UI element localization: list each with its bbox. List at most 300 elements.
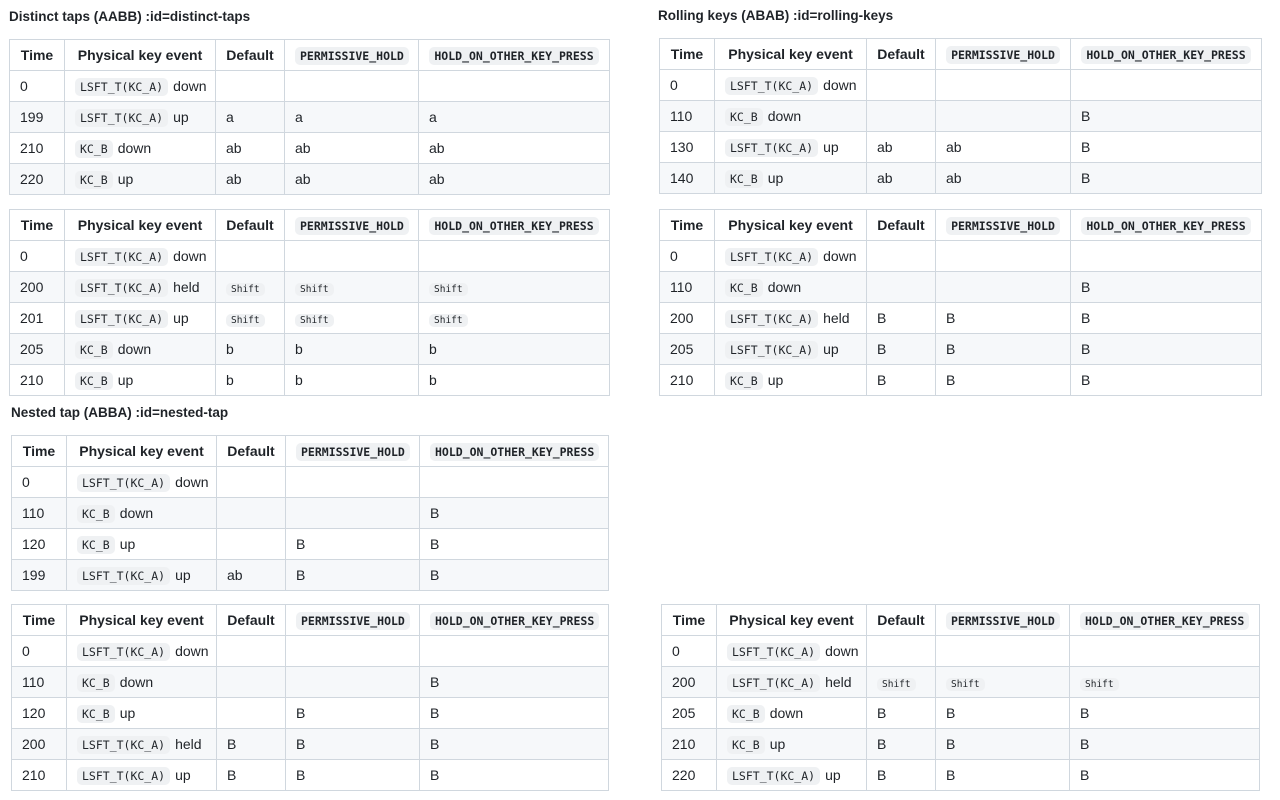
permissive-hold-output-cell bbox=[285, 303, 419, 334]
key-action: up bbox=[117, 171, 134, 187]
permissive-hold-output-cell: b bbox=[285, 334, 419, 365]
col-default-header: Default bbox=[217, 605, 286, 636]
keycode: KC_B bbox=[75, 341, 113, 359]
permissive-hold-output-cell: B bbox=[936, 760, 1070, 791]
header-row bbox=[12, 605, 609, 636]
table-row bbox=[660, 303, 1262, 334]
keycode: KC_B bbox=[77, 536, 115, 554]
default-output-cell: B bbox=[867, 334, 936, 365]
table-row bbox=[10, 272, 610, 303]
permissive-hold-output-cell: ab bbox=[285, 133, 419, 164]
col-hold-other-header bbox=[419, 40, 610, 71]
col-hold-other-header bbox=[419, 210, 610, 241]
col-hold-other-header bbox=[1071, 39, 1262, 70]
shift-key-badge: Shift bbox=[429, 314, 468, 327]
column-name-code: HOLD_ON_OTHER_KEY_PRESS bbox=[1081, 217, 1250, 235]
keycode: LSFT_T(KC_A) bbox=[725, 310, 818, 328]
table-row bbox=[10, 365, 610, 396]
column-name-code: PERMISSIVE_HOLD bbox=[946, 217, 1060, 235]
col-hold-other-header bbox=[1070, 605, 1260, 636]
keycode: LSFT_T(KC_A) bbox=[75, 78, 168, 96]
default-output-cell: b bbox=[216, 334, 285, 365]
key-action: down bbox=[119, 505, 154, 521]
header-row bbox=[660, 39, 1262, 70]
time-cell: 120 bbox=[12, 529, 67, 560]
hold-on-other-key-press-output-cell: b bbox=[419, 334, 610, 365]
header-row bbox=[662, 605, 1260, 636]
table-row bbox=[660, 101, 1262, 132]
table-row bbox=[10, 133, 610, 164]
default-output-cell bbox=[217, 498, 286, 529]
hold-on-other-key-press-output-cell: B bbox=[420, 667, 609, 698]
time-cell: 130 bbox=[660, 132, 715, 163]
table-row bbox=[10, 334, 610, 365]
col-default-header: Default bbox=[216, 40, 285, 71]
hold-on-other-key-press-output-cell: B bbox=[1071, 101, 1262, 132]
permissive-hold-output-cell bbox=[936, 272, 1071, 303]
default-output-cell bbox=[217, 667, 286, 698]
header-row bbox=[12, 436, 609, 467]
key-event-cell bbox=[715, 132, 867, 163]
permissive-hold-output-cell: B bbox=[286, 698, 420, 729]
time-cell: 0 bbox=[660, 70, 715, 101]
table-row bbox=[10, 102, 610, 133]
time-cell: 140 bbox=[660, 163, 715, 194]
keycode: LSFT_T(KC_A) bbox=[75, 248, 168, 266]
keycode: LSFT_T(KC_A) bbox=[727, 767, 820, 785]
col-event-header: Physical key event bbox=[715, 39, 867, 70]
heading-rolling-keys: Rolling keys (ABAB) :id=rolling-keys bbox=[658, 8, 894, 23]
default-output-cell bbox=[867, 70, 936, 101]
keycode: KC_B bbox=[725, 372, 763, 390]
permissive-hold-output-cell bbox=[285, 71, 419, 102]
col-time-header: Time bbox=[10, 210, 65, 241]
keycode: LSFT_T(KC_A) bbox=[77, 643, 170, 661]
permissive-hold-output-cell: ab bbox=[285, 164, 419, 195]
col-event-header: Physical key event bbox=[65, 40, 216, 71]
key-event-cell bbox=[65, 272, 216, 303]
key-event-cell bbox=[67, 498, 217, 529]
hold-on-other-key-press-output-cell bbox=[1071, 70, 1262, 101]
default-output-cell bbox=[867, 101, 936, 132]
hold-on-other-key-press-output-cell bbox=[420, 467, 609, 498]
default-output-cell: ab bbox=[217, 560, 286, 591]
time-cell: 0 bbox=[12, 467, 67, 498]
col-permissive-hold-header bbox=[286, 605, 420, 636]
table-row bbox=[660, 365, 1262, 396]
hold-on-other-key-press-output-cell: B bbox=[1071, 303, 1262, 334]
key-event-cell bbox=[67, 760, 217, 791]
header-row bbox=[660, 210, 1262, 241]
keycode: LSFT_T(KC_A) bbox=[75, 310, 168, 328]
key-event-cell bbox=[65, 71, 216, 102]
default-output-cell: B bbox=[867, 729, 936, 760]
col-permissive-hold-header bbox=[286, 436, 420, 467]
keycode: LSFT_T(KC_A) bbox=[725, 341, 818, 359]
keycode: KC_B bbox=[75, 372, 113, 390]
key-action: held bbox=[825, 674, 852, 690]
time-cell: 200 bbox=[12, 729, 67, 760]
default-output-cell: B bbox=[867, 698, 936, 729]
hold-on-other-key-press-output-cell bbox=[419, 303, 610, 334]
key-action: down bbox=[175, 474, 209, 490]
header-row bbox=[10, 40, 610, 71]
permissive-hold-output-cell: B bbox=[936, 365, 1071, 396]
time-cell: 205 bbox=[662, 698, 717, 729]
table-row bbox=[660, 241, 1262, 272]
permissive-hold-output-cell: B bbox=[286, 529, 420, 560]
shift-key-badge: Shift bbox=[877, 678, 916, 691]
key-event-cell bbox=[717, 698, 867, 729]
key-action: up bbox=[175, 767, 191, 783]
default-output-cell: B bbox=[867, 303, 936, 334]
permissive-hold-output-cell: b bbox=[285, 365, 419, 396]
default-output-cell bbox=[867, 636, 936, 667]
permissive-hold-output-cell bbox=[936, 636, 1070, 667]
col-event-header: Physical key event bbox=[717, 605, 867, 636]
key-event-cell bbox=[67, 729, 217, 760]
key-action: held bbox=[173, 279, 200, 295]
keycode: KC_B bbox=[725, 279, 763, 297]
keycode: LSFT_T(KC_A) bbox=[77, 736, 170, 754]
table-row bbox=[12, 560, 609, 591]
key-action: up bbox=[119, 705, 136, 721]
table-row bbox=[10, 303, 610, 334]
key-action: down bbox=[769, 705, 804, 721]
key-event-cell bbox=[717, 667, 867, 698]
col-time-header: Time bbox=[12, 605, 67, 636]
default-output-cell bbox=[867, 667, 936, 698]
table-row bbox=[662, 698, 1260, 729]
column-name-code: PERMISSIVE_HOLD bbox=[295, 47, 409, 65]
time-cell: 199 bbox=[10, 102, 65, 133]
col-hold-other-header bbox=[420, 436, 609, 467]
rolling-keys-table-3 bbox=[661, 604, 1260, 791]
key-action: up bbox=[769, 736, 786, 752]
time-cell: 205 bbox=[660, 334, 715, 365]
key-action: down bbox=[175, 643, 209, 659]
permissive-hold-output-cell: B bbox=[286, 729, 420, 760]
time-cell: 210 bbox=[12, 760, 67, 791]
default-output-cell bbox=[217, 467, 286, 498]
column-name-code: PERMISSIVE_HOLD bbox=[296, 443, 410, 461]
time-cell: 120 bbox=[12, 698, 67, 729]
default-output-cell bbox=[216, 272, 285, 303]
key-event-cell bbox=[717, 636, 867, 667]
hold-on-other-key-press-output-cell: B bbox=[1071, 334, 1262, 365]
table-row bbox=[10, 164, 610, 195]
heading-nested-tap: Nested tap (ABBA) :id=nested-tap bbox=[11, 405, 229, 420]
time-cell: 205 bbox=[10, 334, 65, 365]
distinct-taps-table-1 bbox=[9, 39, 610, 195]
key-event-cell bbox=[65, 164, 216, 195]
hold-on-other-key-press-output-cell: b bbox=[419, 365, 610, 396]
shift-key-badge: Shift bbox=[295, 314, 334, 327]
col-time-header: Time bbox=[10, 40, 65, 71]
keycode: KC_B bbox=[75, 140, 113, 158]
keycode: LSFT_T(KC_A) bbox=[725, 77, 818, 95]
keycode: LSFT_T(KC_A) bbox=[77, 567, 170, 585]
table-row bbox=[662, 729, 1260, 760]
hold-on-other-key-press-output-cell: B bbox=[420, 760, 609, 791]
heading-distinct-taps: Distinct taps (AABB) :id=distinct-taps bbox=[9, 9, 251, 24]
table-row bbox=[12, 729, 609, 760]
permissive-hold-output-cell bbox=[936, 70, 1071, 101]
shift-key-badge: Shift bbox=[226, 283, 265, 296]
key-action: up bbox=[823, 139, 839, 155]
column-name-code: HOLD_ON_OTHER_KEY_PRESS bbox=[430, 612, 599, 630]
col-event-header: Physical key event bbox=[715, 210, 867, 241]
time-cell: 0 bbox=[12, 636, 67, 667]
column-name-code: PERMISSIVE_HOLD bbox=[946, 46, 1060, 64]
keycode: LSFT_T(KC_A) bbox=[727, 674, 820, 692]
hold-on-other-key-press-output-cell: a bbox=[419, 102, 610, 133]
distinct-taps-table-2 bbox=[9, 209, 610, 396]
nested-tap-table-1 bbox=[11, 435, 609, 591]
col-time-header: Time bbox=[660, 210, 715, 241]
column-name-code: HOLD_ON_OTHER_KEY_PRESS bbox=[430, 443, 599, 461]
nested-tap-table-2 bbox=[11, 604, 609, 791]
time-cell: 0 bbox=[10, 71, 65, 102]
column-name-code: PERMISSIVE_HOLD bbox=[296, 612, 410, 630]
permissive-hold-output-cell bbox=[286, 498, 420, 529]
key-action: down bbox=[823, 77, 857, 93]
key-event-cell bbox=[67, 560, 217, 591]
key-event-cell bbox=[715, 365, 867, 396]
hold-on-other-key-press-output-cell: B bbox=[420, 498, 609, 529]
default-output-cell: ab bbox=[867, 163, 936, 194]
hold-on-other-key-press-output-cell: B bbox=[1070, 760, 1260, 791]
column-name-code: PERMISSIVE_HOLD bbox=[946, 612, 1060, 630]
default-output-cell: B bbox=[217, 760, 286, 791]
default-output-cell: ab bbox=[216, 164, 285, 195]
default-output-cell: b bbox=[216, 365, 285, 396]
default-output-cell: B bbox=[867, 365, 936, 396]
hold-on-other-key-press-output-cell bbox=[419, 272, 610, 303]
time-cell: 210 bbox=[660, 365, 715, 396]
key-action: down bbox=[173, 78, 207, 94]
key-event-cell bbox=[715, 272, 867, 303]
key-action: up bbox=[825, 767, 841, 783]
default-output-cell: a bbox=[216, 102, 285, 133]
key-event-cell bbox=[67, 698, 217, 729]
key-event-cell bbox=[65, 241, 216, 272]
key-event-cell bbox=[65, 133, 216, 164]
shift-key-badge: Shift bbox=[429, 283, 468, 296]
key-event-cell bbox=[67, 529, 217, 560]
key-event-cell bbox=[67, 636, 217, 667]
keycode: KC_B bbox=[727, 705, 765, 723]
col-default-header: Default bbox=[217, 436, 286, 467]
hold-on-other-key-press-output-cell: B bbox=[1071, 272, 1262, 303]
hold-on-other-key-press-output-cell: ab bbox=[419, 133, 610, 164]
rolling-keys-table-2 bbox=[659, 209, 1262, 396]
key-action: down bbox=[117, 140, 152, 156]
time-cell: 220 bbox=[10, 164, 65, 195]
column-name-code: HOLD_ON_OTHER_KEY_PRESS bbox=[429, 47, 598, 65]
time-cell: 210 bbox=[10, 365, 65, 396]
shift-key-badge: Shift bbox=[226, 314, 265, 327]
key-event-cell bbox=[717, 760, 867, 791]
col-event-header: Physical key event bbox=[67, 436, 217, 467]
hold-on-other-key-press-output-cell: B bbox=[420, 529, 609, 560]
hold-on-other-key-press-output-cell: B bbox=[1071, 365, 1262, 396]
permissive-hold-output-cell bbox=[936, 667, 1070, 698]
key-action: down bbox=[823, 248, 857, 264]
permissive-hold-output-cell: B bbox=[286, 760, 420, 791]
default-output-cell bbox=[217, 529, 286, 560]
table-row bbox=[12, 498, 609, 529]
time-cell: 110 bbox=[12, 667, 67, 698]
time-cell: 210 bbox=[10, 133, 65, 164]
permissive-hold-output-cell: B bbox=[286, 560, 420, 591]
shift-key-badge: Shift bbox=[295, 283, 334, 296]
key-action: up bbox=[117, 372, 134, 388]
key-action: up bbox=[823, 341, 839, 357]
default-output-cell: ab bbox=[216, 133, 285, 164]
table-row bbox=[12, 760, 609, 791]
table-row bbox=[660, 132, 1262, 163]
time-cell: 200 bbox=[662, 667, 717, 698]
rolling-keys-table-1 bbox=[659, 38, 1262, 194]
default-output-cell bbox=[216, 71, 285, 102]
keycode: LSFT_T(KC_A) bbox=[77, 767, 170, 785]
keycode: KC_B bbox=[725, 108, 763, 126]
time-cell: 0 bbox=[662, 636, 717, 667]
table-row bbox=[662, 636, 1260, 667]
hold-on-other-key-press-output-cell: B bbox=[1071, 132, 1262, 163]
time-cell: 200 bbox=[10, 272, 65, 303]
keycode: LSFT_T(KC_A) bbox=[725, 248, 818, 266]
key-action: up bbox=[173, 310, 189, 326]
col-permissive-hold-header bbox=[936, 605, 1070, 636]
permissive-hold-output-cell: ab bbox=[936, 132, 1071, 163]
table-row bbox=[660, 163, 1262, 194]
default-output-cell: ab bbox=[867, 132, 936, 163]
hold-on-other-key-press-output-cell: B bbox=[1070, 729, 1260, 760]
hold-on-other-key-press-output-cell bbox=[420, 636, 609, 667]
keycode: KC_B bbox=[77, 674, 115, 692]
col-permissive-hold-header bbox=[936, 210, 1071, 241]
permissive-hold-output-cell bbox=[286, 636, 420, 667]
key-action: held bbox=[823, 310, 850, 326]
shift-key-badge: Shift bbox=[946, 678, 985, 691]
table-row bbox=[12, 667, 609, 698]
default-output-cell: B bbox=[867, 760, 936, 791]
hold-on-other-key-press-output-cell bbox=[1070, 667, 1260, 698]
col-time-header: Time bbox=[12, 436, 67, 467]
key-action: down bbox=[767, 279, 802, 295]
header-row bbox=[10, 210, 610, 241]
time-cell: 210 bbox=[662, 729, 717, 760]
key-action: up bbox=[175, 567, 191, 583]
default-output-cell bbox=[867, 241, 936, 272]
column-name-code: HOLD_ON_OTHER_KEY_PRESS bbox=[1080, 612, 1249, 630]
col-time-header: Time bbox=[660, 39, 715, 70]
key-action: down bbox=[119, 674, 154, 690]
hold-on-other-key-press-output-cell: B bbox=[1071, 163, 1262, 194]
keycode: KC_B bbox=[75, 171, 113, 189]
col-hold-other-header bbox=[1071, 210, 1262, 241]
key-action: held bbox=[175, 736, 202, 752]
key-action: up bbox=[767, 372, 784, 388]
key-action: up bbox=[119, 536, 136, 552]
hold-on-other-key-press-output-cell bbox=[419, 241, 610, 272]
table-row bbox=[12, 698, 609, 729]
col-default-header: Default bbox=[867, 39, 936, 70]
permissive-hold-output-cell: B bbox=[936, 698, 1070, 729]
column-name-code: PERMISSIVE_HOLD bbox=[295, 217, 409, 235]
permissive-hold-output-cell bbox=[285, 241, 419, 272]
col-permissive-hold-header bbox=[285, 40, 419, 71]
key-event-cell bbox=[715, 101, 867, 132]
hold-on-other-key-press-output-cell: B bbox=[420, 729, 609, 760]
key-action: down bbox=[825, 643, 859, 659]
col-time-header: Time bbox=[662, 605, 717, 636]
permissive-hold-output-cell bbox=[936, 241, 1071, 272]
key-event-cell bbox=[715, 303, 867, 334]
keycode: LSFT_T(KC_A) bbox=[75, 279, 168, 297]
table-row bbox=[660, 70, 1262, 101]
key-action: down bbox=[173, 248, 207, 264]
key-event-cell bbox=[65, 102, 216, 133]
hold-on-other-key-press-output-cell bbox=[419, 71, 610, 102]
column-name-code: HOLD_ON_OTHER_KEY_PRESS bbox=[1081, 46, 1250, 64]
time-cell: 201 bbox=[10, 303, 65, 334]
key-event-cell bbox=[715, 70, 867, 101]
table-row bbox=[662, 760, 1260, 791]
permissive-hold-output-cell: B bbox=[936, 303, 1071, 334]
table-row bbox=[660, 272, 1262, 303]
table-row bbox=[12, 636, 609, 667]
permissive-hold-output-cell bbox=[936, 101, 1071, 132]
shift-key-badge: Shift bbox=[1080, 678, 1119, 691]
permissive-hold-output-cell: B bbox=[936, 334, 1071, 365]
key-event-cell bbox=[715, 241, 867, 272]
time-cell: 220 bbox=[662, 760, 717, 791]
time-cell: 110 bbox=[660, 272, 715, 303]
hold-on-other-key-press-output-cell: B bbox=[1070, 698, 1260, 729]
key-action: up bbox=[173, 109, 189, 125]
hold-on-other-key-press-output-cell: B bbox=[420, 698, 609, 729]
time-cell: 110 bbox=[660, 101, 715, 132]
table-row bbox=[660, 334, 1262, 365]
time-cell: 0 bbox=[10, 241, 65, 272]
key-event-cell bbox=[715, 334, 867, 365]
keycode: KC_B bbox=[727, 736, 765, 754]
hold-on-other-key-press-output-cell: B bbox=[420, 560, 609, 591]
col-hold-other-header bbox=[420, 605, 609, 636]
col-default-header: Default bbox=[216, 210, 285, 241]
permissive-hold-output-cell: a bbox=[285, 102, 419, 133]
table-row bbox=[12, 467, 609, 498]
key-event-cell bbox=[67, 467, 217, 498]
default-output-cell bbox=[217, 698, 286, 729]
default-output-cell bbox=[216, 303, 285, 334]
permissive-hold-output-cell bbox=[286, 667, 420, 698]
time-cell: 200 bbox=[660, 303, 715, 334]
keycode: LSFT_T(KC_A) bbox=[725, 139, 818, 157]
default-output-cell bbox=[867, 272, 936, 303]
key-event-cell bbox=[65, 334, 216, 365]
key-event-cell bbox=[65, 365, 216, 396]
key-action: up bbox=[767, 170, 784, 186]
col-event-header: Physical key event bbox=[67, 605, 217, 636]
keycode: LSFT_T(KC_A) bbox=[727, 643, 820, 661]
keycode: KC_B bbox=[77, 505, 115, 523]
default-output-cell: B bbox=[217, 729, 286, 760]
col-default-header: Default bbox=[867, 605, 936, 636]
